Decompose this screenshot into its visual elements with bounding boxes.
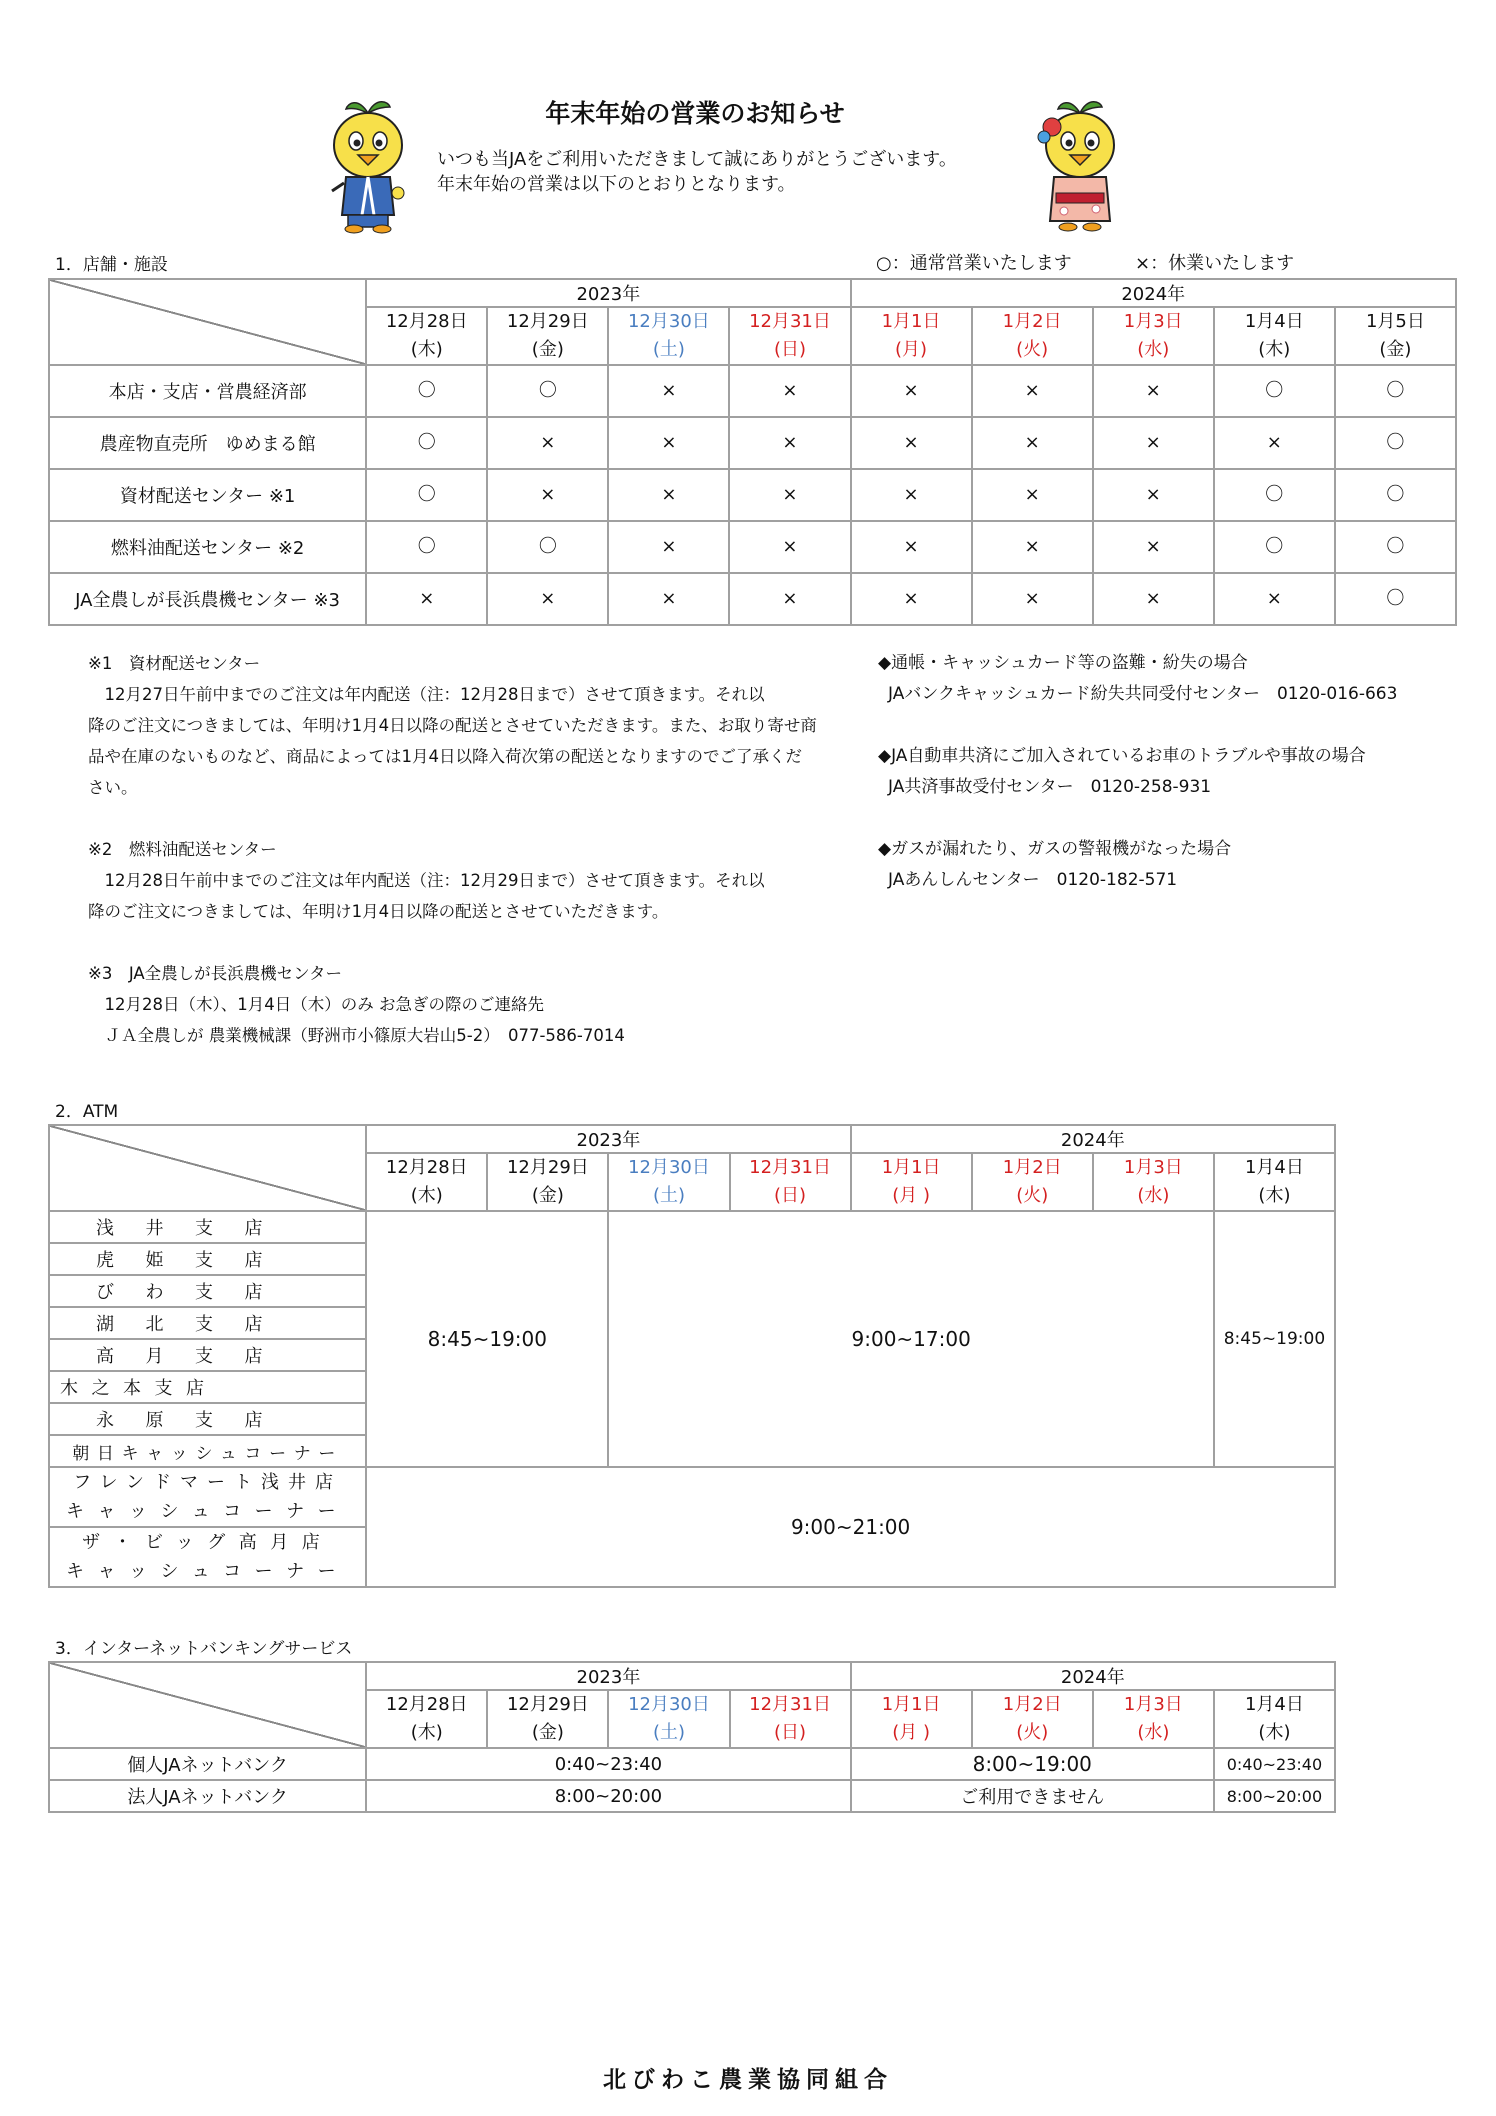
table-row xyxy=(49,469,1456,521)
personal-hours-jan4: 0:40~23:40 xyxy=(1214,1748,1335,1780)
date-header-cell xyxy=(972,307,1093,365)
weekday-label: (日) xyxy=(774,1722,807,1743)
table-corner xyxy=(49,279,366,365)
closed-mark: × xyxy=(1093,573,1214,625)
date-label: 12月28日 xyxy=(385,1157,468,1178)
weekday-label: (土) xyxy=(652,339,685,360)
weekday-label: (木) xyxy=(1258,1722,1291,1743)
weekday-label: (木) xyxy=(1258,1185,1291,1206)
intro-line-2: 年末年始の営業は以下のとおりとなります。 xyxy=(437,174,796,195)
date-header-cell xyxy=(851,1690,972,1748)
closed-mark: × xyxy=(729,365,850,417)
weekday-label: (木) xyxy=(410,1185,443,1206)
closed-mark: × xyxy=(1214,573,1335,625)
weekday-label: (火) xyxy=(1016,339,1049,360)
date-header-cell xyxy=(608,1153,729,1211)
table-row xyxy=(49,417,1456,469)
note3-line1: 12月28日（木）、1月4日（木）のみ お急ぎの際のご連絡先 xyxy=(88,995,544,1014)
date-header-cell xyxy=(1093,1690,1214,1748)
open-mark: 〇 xyxy=(366,365,487,417)
weekday-label: (土) xyxy=(652,1722,685,1743)
date-label: 1月2日 xyxy=(1002,311,1062,332)
atm-hours-weekday: 8:45~19:00 xyxy=(366,1211,608,1467)
note1-title: ※1 資材配送センター xyxy=(88,654,261,673)
date-label: 12月28日 xyxy=(385,1694,468,1715)
personal-hours-2023: 0:40~23:40 xyxy=(366,1748,850,1780)
closed-mark: × xyxy=(972,469,1093,521)
date-label: 1月1日 xyxy=(881,1157,941,1178)
legend-open: ○：通常営業いたします xyxy=(876,253,1072,274)
closed-mark: × xyxy=(972,521,1093,573)
table-row xyxy=(49,573,1456,625)
store-name: フレンドマート浅井店 xyxy=(73,1472,343,1493)
weekday-label: (水) xyxy=(1137,339,1170,360)
date-label: 12月29日 xyxy=(506,311,589,332)
date-header-cell xyxy=(366,1153,487,1211)
note1-line3: 品や在庫のないものなど、商品によっては1月4日以降入荷次第の配送となりますのでご了承くだ xyxy=(88,747,802,766)
weekday-label: (月) xyxy=(895,339,928,360)
contact1-body: JAバンクキャッシュカード紛失共同受付センター 0120-016-663 xyxy=(888,684,1398,704)
date-label: 12月29日 xyxy=(506,1694,589,1715)
closed-mark: × xyxy=(851,521,972,573)
weekday-label: (土) xyxy=(652,1185,685,1206)
date-header-cell xyxy=(487,1153,608,1211)
weekday-label: (月 ) xyxy=(892,1185,931,1206)
contact3-title: ◆ガスが漏れたり、ガスの警報機がなった場合 xyxy=(878,839,1232,859)
store-corner-label: キャッシュコーナー xyxy=(66,1561,350,1582)
store-atm-hours: 9:00~21:00 xyxy=(366,1467,1335,1587)
weekday-label: (火) xyxy=(1016,1722,1049,1743)
date-header-cell xyxy=(608,1690,729,1748)
date-label: 1月4日 xyxy=(1244,1157,1304,1178)
closed-mark: × xyxy=(608,521,729,573)
open-mark: 〇 xyxy=(366,417,487,469)
atm-table xyxy=(48,1124,1336,1588)
date-label: 1月4日 xyxy=(1244,1694,1304,1715)
year-2023-header: 2023年 xyxy=(366,1662,850,1690)
date-label: 12月30日 xyxy=(627,311,710,332)
closed-mark: × xyxy=(608,365,729,417)
note3-line2: ＪＡ全農しが 農業機械課（野洲市小篠原大岩山5-2） 077-586-7014 xyxy=(88,1026,625,1045)
date-header-cell xyxy=(729,307,850,365)
mascot-right-icon xyxy=(1030,95,1130,235)
corporate-hours-jan4: 8:00~20:00 xyxy=(1214,1780,1335,1812)
table-row xyxy=(49,365,1456,417)
date-label: 1月1日 xyxy=(881,311,941,332)
date-label: 1月3日 xyxy=(1123,1157,1183,1178)
year-2023-header: 2023年 xyxy=(366,1125,850,1153)
netbank-table xyxy=(48,1661,1336,1813)
facility-name: 農産物直売所 ゆめまる館 xyxy=(49,417,366,469)
store-name: ザ・ビッグ高月店 xyxy=(81,1532,334,1553)
closed-mark: × xyxy=(487,417,608,469)
weekday-label: (金) xyxy=(531,1185,564,1206)
date-header-cell xyxy=(1214,1153,1335,1211)
weekday-label: (金) xyxy=(531,1722,564,1743)
closed-mark: × xyxy=(851,417,972,469)
open-mark: 〇 xyxy=(1214,365,1335,417)
table-row xyxy=(49,1780,1335,1812)
date-header-cell xyxy=(1214,1690,1335,1748)
closed-mark: × xyxy=(1093,365,1214,417)
branch-name: 湖北支店 xyxy=(49,1307,366,1339)
weekday-label: (日) xyxy=(773,339,806,360)
open-mark: 〇 xyxy=(366,521,487,573)
date-header-cell xyxy=(608,307,729,365)
date-label: 12月30日 xyxy=(628,1157,710,1178)
open-mark: 〇 xyxy=(1214,469,1335,521)
branch-name: 高月支店 xyxy=(49,1339,366,1371)
closed-mark: × xyxy=(1214,417,1335,469)
closed-mark: × xyxy=(1093,521,1214,573)
open-mark: 〇 xyxy=(487,521,608,573)
closed-mark: × xyxy=(851,365,972,417)
date-header-cell xyxy=(730,1153,851,1211)
closed-mark: × xyxy=(729,573,850,625)
section3-label: 3．インターネットバンキングサービス xyxy=(55,1639,353,1659)
weekday-label: (日) xyxy=(774,1185,807,1206)
facility-name: 資材配送センター ※1 xyxy=(49,469,366,521)
table-corner xyxy=(49,1125,366,1211)
date-header-cell xyxy=(366,307,487,365)
date-header-cell xyxy=(1214,307,1335,365)
date-label: 1月3日 xyxy=(1123,1694,1183,1715)
facility-name: 本店・支店・営農経済部 xyxy=(49,365,366,417)
open-mark: 〇 xyxy=(366,469,487,521)
year-2024-header: 2024年 xyxy=(851,1662,1335,1690)
weekday-label: (火) xyxy=(1016,1185,1049,1206)
open-mark: 〇 xyxy=(1335,469,1456,521)
personal-hours-holiday: 8:00~19:00 xyxy=(851,1748,1214,1780)
date-label: 1月3日 xyxy=(1123,311,1183,332)
open-mark: 〇 xyxy=(1335,573,1456,625)
branch-name: 永原支店 xyxy=(49,1403,366,1435)
section1-label: 1．店舗・施設 xyxy=(55,255,168,275)
table-row xyxy=(49,1211,1335,1243)
date-label: 12月31日 xyxy=(749,1157,831,1178)
date-label: 1月2日 xyxy=(1002,1157,1062,1178)
branch-name: 虎姫支店 xyxy=(49,1243,366,1275)
date-label: 12月31日 xyxy=(749,311,831,332)
intro-line-1: いつも当JAをご利用いただきまして誠にありがとうございます。 xyxy=(437,149,957,170)
date-header-cell xyxy=(487,1690,608,1748)
contact2-title: ◆JA自動車共済にご加入されているお車のトラブルや事故の場合 xyxy=(878,746,1366,766)
date-header-cell xyxy=(851,307,972,365)
table-row xyxy=(49,1748,1335,1780)
date-header-cell xyxy=(366,1690,487,1748)
date-label: 12月30日 xyxy=(628,1694,710,1715)
weekday-label: (木) xyxy=(410,1722,443,1743)
closed-mark: × xyxy=(851,573,972,625)
notes-right xyxy=(878,648,1397,896)
closed-mark: × xyxy=(1093,417,1214,469)
closed-mark: × xyxy=(972,417,1093,469)
table-row xyxy=(49,1467,1335,1527)
note2-line1: 12月28日午前中までのご注文は年内配送（注：12月29日まで）させて頂きます。それ以 xyxy=(88,871,765,890)
closed-mark: × xyxy=(366,573,487,625)
closed-mark: × xyxy=(729,417,850,469)
date-label: 1月4日 xyxy=(1244,311,1304,332)
closed-mark: × xyxy=(1093,469,1214,521)
closed-mark: × xyxy=(972,365,1093,417)
contact3-body: JAあんしんセンター 0120-182-571 xyxy=(888,870,1178,890)
personal-netbank-label: 個人JAネットバンク xyxy=(49,1748,366,1780)
date-label: 1月1日 xyxy=(881,1694,941,1715)
closed-mark: × xyxy=(729,469,850,521)
open-mark: 〇 xyxy=(1335,521,1456,573)
note1-line1: 12月27日午前中までのご注文は年内配送（注：12月28日まで）させて頂きます。それ以 xyxy=(88,685,765,704)
year-2024-header: 2024年 xyxy=(851,1125,1335,1153)
closed-mark: × xyxy=(608,417,729,469)
closed-mark: × xyxy=(851,469,972,521)
corporate-netbank-label: 法人JAネットバンク xyxy=(49,1780,366,1812)
legend-closed: ×：休業いたします xyxy=(1135,253,1295,274)
date-header-cell xyxy=(1335,307,1456,365)
year-2023-header: 2023年 xyxy=(366,279,850,307)
open-mark: 〇 xyxy=(487,365,608,417)
weekday-label: (金) xyxy=(531,339,564,360)
store-cash-corner xyxy=(49,1467,366,1527)
branch-name: 浅井支店 xyxy=(49,1211,366,1243)
date-header-cell xyxy=(1093,307,1214,365)
mascot-left-icon xyxy=(318,95,418,235)
closed-mark: × xyxy=(487,573,608,625)
closed-mark: × xyxy=(608,573,729,625)
table-row xyxy=(49,521,1456,573)
contact2-body: JA共済事故受付センター 0120-258-931 xyxy=(888,777,1212,797)
weekday-label: (金) xyxy=(1379,339,1412,360)
date-header-cell xyxy=(851,1153,972,1211)
facility-name: JA全農しが長浜農機センター ※3 xyxy=(49,573,366,625)
organization-name: 北びわこ農業協同組合 xyxy=(603,2067,893,2093)
note1-line4: さい。 xyxy=(88,778,138,797)
closed-mark: × xyxy=(729,521,850,573)
date-label: 12月28日 xyxy=(385,311,468,332)
branch-name: びわ支店 xyxy=(49,1275,366,1307)
weekday-label: (木) xyxy=(410,339,443,360)
date-label: 12月31日 xyxy=(749,1694,831,1715)
date-header-cell xyxy=(487,307,608,365)
section2-label: 2．ATM xyxy=(55,1102,119,1122)
date-label: 12月29日 xyxy=(506,1157,589,1178)
notes-left xyxy=(88,648,817,1051)
open-mark: 〇 xyxy=(1214,521,1335,573)
date-label: 1月2日 xyxy=(1002,1694,1062,1715)
weekday-label: (水) xyxy=(1137,1185,1170,1206)
closed-mark: × xyxy=(972,573,1093,625)
date-header-cell xyxy=(972,1690,1093,1748)
corporate-hours-2023: 8:00~20:00 xyxy=(366,1780,850,1812)
page-title: 年末年始の営業のお知らせ xyxy=(545,99,845,128)
weekday-label: (水) xyxy=(1137,1722,1170,1743)
store-corner-label: キャッシュコーナー xyxy=(66,1501,350,1522)
note2-title: ※2 燃料油配送センター xyxy=(88,840,277,859)
intro-text xyxy=(437,147,957,197)
store-cash-corner xyxy=(49,1527,366,1587)
date-header-cell xyxy=(730,1690,851,1748)
atm-hours-jan4: 8:45~19:00 xyxy=(1214,1211,1335,1467)
branch-name: 朝日キャッシュコーナー xyxy=(49,1435,366,1467)
open-mark: 〇 xyxy=(1335,417,1456,469)
atm-hours-holiday: 9:00~17:00 xyxy=(608,1211,1213,1467)
weekday-label: (月 ) xyxy=(892,1722,931,1743)
open-mark: 〇 xyxy=(1335,365,1456,417)
note2-line2: 降のご注文につきましては、年明け1月4日以降の配送とさせていただきます。 xyxy=(88,902,669,921)
corporate-hours-holiday: ご利用できません xyxy=(851,1780,1214,1812)
note3-title: ※3 JA全農しが長浜農機センター xyxy=(88,964,343,983)
closed-mark: × xyxy=(487,469,608,521)
branch-name: 木之本支店 xyxy=(49,1371,366,1403)
table-corner xyxy=(49,1662,366,1748)
contact1-title: ◆通帳・キャッシュカード等の盗難・紛失の場合 xyxy=(878,653,1248,673)
facility-table xyxy=(48,278,1457,626)
date-header-cell xyxy=(1093,1153,1214,1211)
note1-line2: 降のご注文につきましては、年明け1月4日以降の配送とさせていただきます。また、お取り寄せ商 xyxy=(88,716,817,735)
year-2024-header: 2024年 xyxy=(851,279,1456,307)
weekday-label: (木) xyxy=(1258,339,1291,360)
date-label: 1月5日 xyxy=(1365,311,1425,332)
facility-name: 燃料油配送センター ※2 xyxy=(49,521,366,573)
closed-mark: × xyxy=(608,469,729,521)
date-header-cell xyxy=(972,1153,1093,1211)
